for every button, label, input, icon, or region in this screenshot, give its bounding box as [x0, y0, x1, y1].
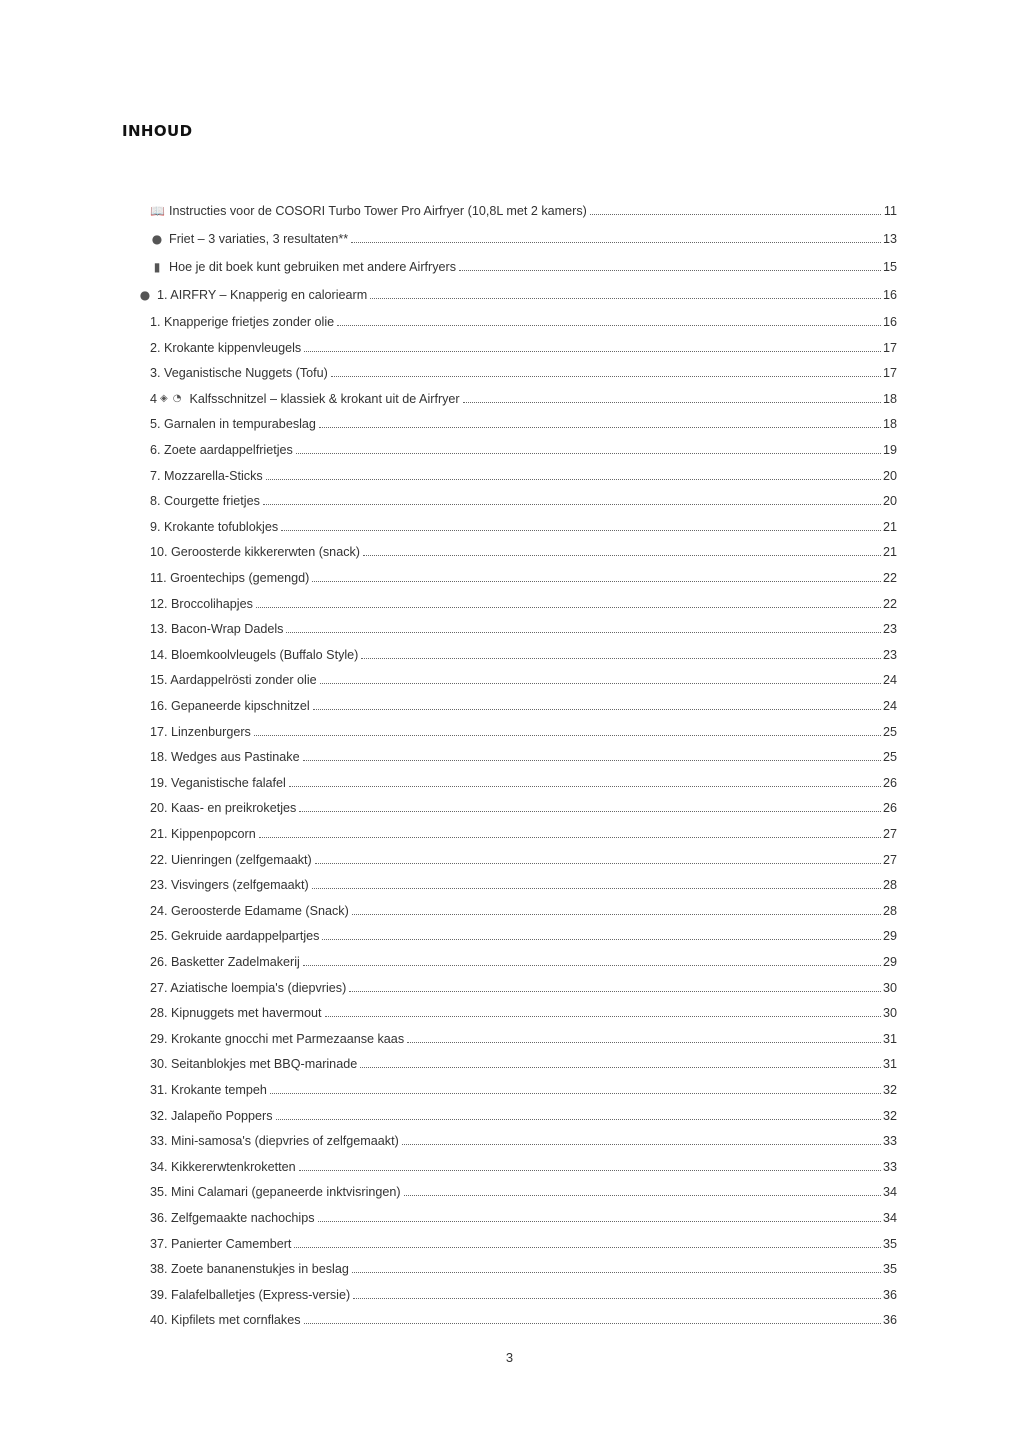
dot-leader — [312, 888, 881, 889]
toc-entry-title: 18. Wedges aus Pastinake — [150, 750, 300, 765]
toc-entry[interactable] — [150, 565, 897, 585]
dot-leader — [361, 658, 881, 659]
dot-leader — [352, 914, 881, 915]
dot-leader — [256, 607, 881, 608]
toc-entry-title: Hoe je dit boek kunt gebruiken met andere Airfryers — [169, 260, 457, 274]
toc-entry-page: 31 — [882, 1031, 897, 1046]
dot-leader — [294, 1247, 881, 1248]
toc-entry-title: 25. Gekruide aardappelpartjes — [150, 929, 320, 944]
toc-entry-title: 8. Courgette frietjes — [150, 494, 260, 509]
toc-entry[interactable] — [150, 309, 897, 329]
toc-entry-page: 24 — [882, 699, 897, 713]
toc-entry[interactable] — [150, 1205, 897, 1225]
toc-entry-title: 1. AIRFRY – Knapperig en caloriearm — [157, 288, 368, 302]
notebook-icon: ▮ — [153, 260, 161, 274]
dot-leader — [404, 1195, 881, 1196]
dot-leader — [320, 683, 881, 684]
lemon-icon: ◔ — [172, 392, 182, 404]
dot-leader — [289, 786, 881, 787]
toc-entry-title: 11. Groentechips (gemengd) — [150, 571, 310, 585]
toc-entry-title: 5. Garnalen in tempurabeslag — [150, 417, 316, 432]
toc-entry-title: 27. Aziatische loempia's (diepvries) — [150, 980, 347, 995]
toc-entry[interactable] — [150, 1231, 897, 1251]
toc-entry[interactable] — [138, 282, 897, 302]
toc-entry[interactable] — [150, 226, 897, 246]
meat-icon: ◈ — [160, 392, 168, 404]
dot-leader — [363, 555, 881, 556]
toc-entry[interactable] — [150, 1077, 897, 1097]
toc-entry-title: 29. Krokante gnocchi met Parmezaanse kaas — [150, 1031, 405, 1046]
toc-entry[interactable] — [150, 1051, 897, 1071]
toc-entry[interactable] — [150, 1103, 897, 1123]
chef-hat-icon: ● — [139, 288, 151, 302]
dot-leader — [254, 735, 881, 736]
toc-entry-page: 24 — [882, 673, 897, 688]
toc-entry-title: Friet – 3 variaties, 3 resultaten** — [169, 232, 349, 246]
dot-leader — [322, 939, 881, 940]
toc-entry[interactable] — [150, 488, 897, 508]
dot-leader — [304, 1323, 881, 1324]
toc-entry-page: 32 — [882, 1083, 897, 1097]
toc-entry-page: 19 — [882, 443, 897, 457]
toc-entry[interactable] — [150, 539, 897, 559]
toc-entry-page: 25 — [882, 750, 897, 765]
toc-entry[interactable] — [150, 949, 897, 969]
toc-entry-page: 15 — [882, 260, 897, 274]
dot-leader — [270, 1093, 881, 1094]
toc-entry-title: 34. Kikkererwtenkroketten — [150, 1159, 296, 1174]
dot-leader — [263, 504, 881, 505]
toc-entry-page: 34 — [882, 1185, 897, 1200]
toc-entry[interactable] — [150, 1128, 897, 1148]
toc-entry-page: 33 — [882, 1159, 897, 1174]
toc-entry-title: 28. Kipnuggets met havermout — [150, 1006, 322, 1021]
toc-entry[interactable] — [150, 795, 897, 815]
toc-entry-page: 21 — [882, 519, 897, 534]
toc-entry[interactable] — [150, 923, 897, 943]
toc-entry-page: 32 — [882, 1108, 897, 1123]
dot-leader — [303, 760, 881, 761]
toc-entry-title: 16. Gepaneerde kipschnitzel — [150, 699, 310, 713]
toc-entry[interactable] — [150, 719, 897, 739]
toc-entry[interactable] — [150, 514, 897, 534]
dot-leader — [318, 1221, 881, 1222]
toc-entry-title: 39. Falafelballetjes (Express-versie) — [150, 1287, 351, 1302]
toc-entry-page: 23 — [882, 622, 897, 637]
dot-leader — [370, 298, 881, 299]
toc-entry-title: 24. Geroosterde Edamame (Snack) — [150, 903, 349, 918]
toc-entry[interactable] — [150, 693, 897, 713]
toc-entry[interactable] — [150, 437, 897, 457]
toc-entry-title: 1. Knapperige frietjes zonder olie — [150, 315, 335, 329]
toc-entry-page: 22 — [882, 596, 897, 611]
toc-entry-title: 3. Veganistische Nuggets (Tofu) — [150, 366, 328, 381]
toc-entry-page: 28 — [882, 878, 897, 893]
toc-entry-page: 26 — [882, 775, 897, 790]
toc-entry-page: 30 — [882, 980, 897, 995]
toc-entry-title: 38. Zoete bananenstukjes in beslag — [150, 1262, 349, 1277]
toc-entry-page: 16 — [882, 288, 897, 302]
toc-entry-page: 18 — [882, 391, 897, 406]
book-icon: 📖 — [150, 204, 165, 218]
toc-entry-title: 32. Jalapeño Poppers — [150, 1108, 273, 1123]
toc-entry[interactable] — [150, 591, 897, 611]
toc-entry-page: 31 — [882, 1057, 897, 1072]
toc-entry-title: 22. Uienringen (zelfgemaakt) — [150, 852, 312, 867]
toc-entry[interactable] — [150, 411, 897, 431]
toc-entry[interactable] — [150, 1256, 897, 1276]
toc-entry[interactable] — [150, 1154, 897, 1174]
toc-entry[interactable] — [150, 1307, 897, 1327]
toc-entry[interactable] — [150, 463, 897, 483]
dot-leader — [402, 1144, 881, 1145]
toc-entry-title: 21. Kippenpopcorn — [150, 827, 256, 841]
toc-entry-page: 26 — [882, 801, 897, 816]
dot-leader — [296, 453, 881, 454]
toc-entry-title: 10. Geroosterde kikkererwten (snack) — [150, 545, 360, 560]
dot-leader — [360, 1067, 881, 1068]
dot-leader — [459, 270, 881, 271]
toc-entry-page: 13 — [882, 232, 897, 246]
page-number: 3 — [505, 1350, 514, 1365]
dot-leader — [276, 1119, 881, 1120]
toc-entry[interactable] — [150, 360, 897, 380]
toc-entry-title: 26. Basketter Zadelmakerij — [150, 955, 300, 969]
toc-entry-title: 9. Krokante tofublokjes — [150, 519, 279, 534]
toc-entry-title: 12. Broccolihapjes — [150, 596, 253, 611]
toc-entry-title: 13. Bacon-Wrap Dadels — [150, 622, 284, 637]
toc-entry-title: 15. Aardappelrösti zonder olie — [150, 673, 317, 688]
toc-entry-page: 18 — [882, 417, 897, 432]
dot-leader — [281, 530, 881, 531]
toc-entry-page: 20 — [882, 494, 897, 509]
toc-entry-title: 17. Linzenburgers — [150, 724, 251, 739]
toc-entry-page: 27 — [882, 852, 897, 867]
toc-entry-title: 40. Kipfilets met cornflakes — [150, 1313, 301, 1328]
toc-entry-number: 4 — [150, 391, 158, 406]
toc-entry[interactable] — [150, 1282, 897, 1302]
dot-leader — [299, 811, 881, 812]
dot-leader — [313, 709, 881, 710]
toc-entry-page: 27 — [882, 827, 897, 841]
chef-hat-icon: ● — [151, 232, 163, 246]
dot-leader — [286, 632, 881, 633]
toc-entry[interactable] — [150, 386, 897, 406]
toc-entry[interactable] — [150, 616, 897, 636]
toc-entry-title: 37. Panierter Camembert — [150, 1236, 292, 1251]
dot-leader — [299, 1170, 881, 1171]
toc-entry-title: 2. Krokante kippenvleugels — [150, 340, 302, 355]
toc-entry-title: Instructies voor de COSORI Turbo Tower Pro Airfryer (10,8L met 2 kamers) — [169, 204, 587, 218]
toc-entry[interactable] — [150, 872, 897, 892]
toc-entry[interactable] — [150, 770, 897, 790]
dot-leader — [325, 1016, 881, 1017]
toc-entry-page: 11 — [883, 204, 897, 218]
toc-entry-title: 20. Kaas- en preikroketjes — [150, 801, 297, 816]
toc-entry-title: 36. Zelfgemaakte nachochips — [150, 1211, 315, 1225]
dot-leader — [353, 1298, 881, 1299]
toc-entry-page: 34 — [882, 1211, 897, 1225]
dot-leader — [304, 351, 881, 352]
toc-entry-page: 23 — [882, 647, 897, 662]
toc-entry-page: 21 — [882, 545, 897, 560]
dot-leader — [407, 1042, 881, 1043]
toc-entry-title: 7. Mozzarella-Sticks — [150, 468, 263, 483]
toc-entry-page: 28 — [882, 903, 897, 918]
toc-entry-title: 14. Bloemkoolvleugels (Buffalo Style) — [150, 647, 359, 662]
toc-entry[interactable] — [150, 1026, 897, 1046]
toc-entry-title: 30. Seitanblokjes met BBQ-marinade — [150, 1057, 358, 1072]
dot-leader — [349, 991, 881, 992]
toc-entry-page: 30 — [882, 1006, 897, 1021]
dot-leader — [351, 242, 881, 243]
toc-entry[interactable] — [150, 1000, 897, 1020]
toc-entry-page: 36 — [882, 1313, 897, 1328]
toc-entry-title: 23. Visvingers (zelfgemaakt) — [150, 878, 309, 893]
dot-leader — [259, 837, 881, 838]
toc-entry-page: 16 — [882, 315, 897, 329]
toc-entry[interactable] — [150, 821, 897, 841]
dot-leader — [319, 427, 881, 428]
toc-entry[interactable] — [150, 254, 897, 274]
toc-entry[interactable] — [150, 642, 897, 662]
toc-entry[interactable] — [150, 847, 897, 867]
page-heading: INHOUD — [122, 122, 193, 140]
toc-entry[interactable] — [150, 744, 897, 764]
toc-entry-title: 35. Mini Calamari (gepaneerde inktvisringen) — [150, 1185, 401, 1200]
dot-leader — [331, 376, 881, 377]
toc-entry[interactable] — [150, 1179, 897, 1199]
toc-entry-title: Kalfsschnitzel – klassiek & krokant uit de Airfryer — [189, 391, 460, 406]
toc-entry-page: 35 — [882, 1262, 897, 1277]
dot-leader — [352, 1272, 881, 1273]
toc-entry-page: 29 — [882, 955, 897, 969]
toc-entry-page: 29 — [882, 929, 897, 944]
toc-entry-title: 33. Mini-samosa's (diepvries of zelfgemaakt) — [150, 1134, 399, 1149]
toc-entry-page: 20 — [882, 468, 897, 483]
dot-leader — [463, 402, 881, 403]
toc-entry[interactable] — [150, 198, 897, 218]
toc-entry[interactable] — [150, 898, 897, 918]
toc-entry[interactable] — [150, 975, 897, 995]
toc-entry-title: 19. Veganistische falafel — [150, 775, 286, 790]
dot-leader — [590, 214, 881, 215]
toc-entry-page: 25 — [882, 724, 897, 739]
dot-leader — [312, 581, 881, 582]
dot-leader — [337, 325, 881, 326]
dot-leader — [315, 863, 881, 864]
toc-entry[interactable] — [150, 667, 897, 687]
toc-entry-page: 36 — [882, 1287, 897, 1302]
toc-entry-title: 6. Zoete aardappelfrietjes — [150, 443, 293, 457]
toc-entry-title: 31. Krokante tempeh — [150, 1083, 267, 1097]
toc-entry-page: 35 — [882, 1236, 897, 1251]
dot-leader — [266, 479, 881, 480]
toc-entry-page: 22 — [882, 571, 897, 585]
toc-entry-page: 33 — [882, 1134, 897, 1149]
toc-entry[interactable] — [150, 335, 897, 355]
toc-entry-page: 17 — [882, 340, 897, 355]
toc-entry-page: 17 — [882, 366, 897, 381]
dot-leader — [303, 965, 881, 966]
